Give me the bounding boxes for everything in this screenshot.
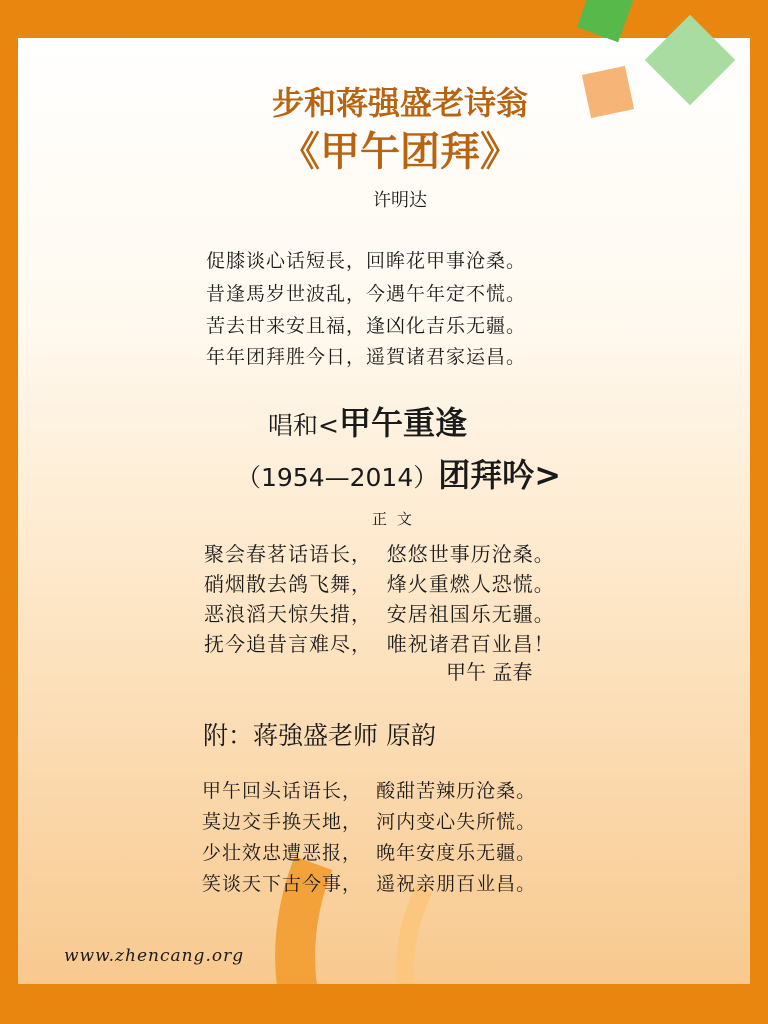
poem2-line: 抚今追昔言难尽， 唯祝诸君百业昌！	[204, 632, 555, 656]
poem1-line: 苦去甘来安且福，逢凶化吉乐无疆。	[206, 315, 527, 337]
section2-label: 正文	[372, 510, 423, 528]
heading1-prefix: 唱和<	[268, 411, 339, 440]
poem1-line: 促膝谈心话短長，回眸花甲事沧桑。	[206, 250, 527, 272]
title-line-1: 步和蒋强盛老诗翁	[271, 84, 528, 122]
poem3-line: 笑谈天下古今事， 遥祝亲朋百业昌。	[202, 873, 537, 895]
appendix-heading: 附：蒋強盛老师 原韵	[203, 721, 436, 750]
heading2-prefix: （1954—2014）	[236, 463, 439, 492]
section2-heading-2	[236, 450, 561, 496]
signature: 甲午 孟春	[446, 660, 533, 684]
poem2-line: 硝烟散去鸽飞舞， 烽火重燃人恐慌。	[204, 572, 555, 596]
website-link[interactable]: www.zhencang.org	[64, 946, 245, 966]
poem3-line: 甲午回头话语长， 酸甜苦辣历沧桑。	[202, 780, 537, 802]
poem1-line: 年年团拜胜今日，遥賀诸君家运昌。	[206, 346, 527, 368]
poem3-line: 少壮效忠遭恶报， 晚年安度乐无疆。	[202, 842, 537, 864]
poem2-line: 聚会春茗话语长， 悠悠世事历沧桑。	[204, 542, 555, 566]
title-line-2: 《甲午团拜》	[280, 129, 520, 175]
poem2-line: 恶浪滔天惊失措， 安居祖国乐无疆。	[204, 602, 555, 626]
poem3-line: 莫边交手换天地， 河内变心失所慌。	[202, 811, 537, 833]
heading1-title: 甲午重逢	[338, 404, 467, 442]
poem1-line: 昔逢馬岁世波乱，今遇午年定不慌。	[206, 283, 527, 305]
author-name: 许明达	[373, 190, 427, 211]
heading2-title: 团拜吟>	[438, 456, 562, 494]
green-square-decoration	[577, 0, 633, 42]
section2-heading-1	[268, 398, 467, 444]
